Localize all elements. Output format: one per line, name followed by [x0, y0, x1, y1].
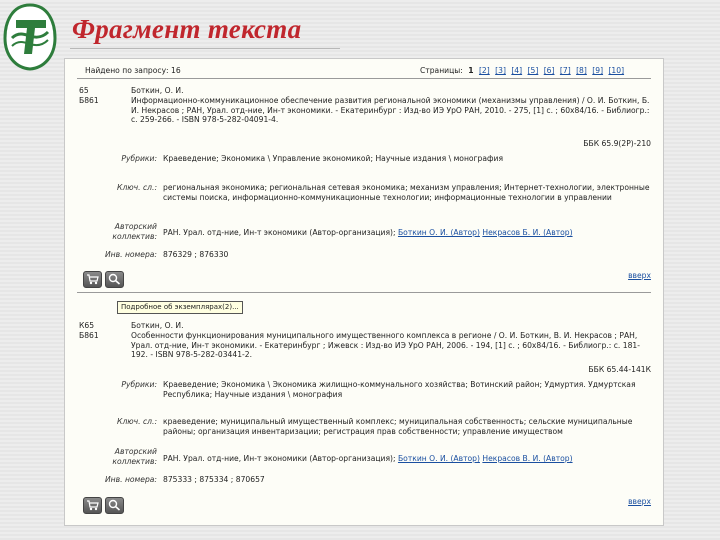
up-link[interactable]: вверх [628, 497, 651, 506]
basket-icon [86, 499, 99, 511]
collective-label-line1: Авторский [114, 447, 157, 456]
record-author-code: Б861 [79, 331, 99, 340]
page-link-10[interactable]: [10] [608, 66, 625, 75]
record-class-code: 65 [79, 86, 89, 95]
collective-org: РАН. Урал. отд-ние, Ин-т экономики (Автор-организация); [163, 454, 396, 463]
magnifier-icon [108, 499, 121, 511]
collective-label-line1: Авторский [114, 222, 157, 231]
record-author-code: Б861 [79, 96, 99, 105]
collective-label [79, 222, 157, 241]
keywords-label: Ключ. сл.: [117, 417, 157, 426]
keywords-value: региональная экономика; региональная сетевая экономика; механизм управления; Интернет-технологии, электронные системы поиска, информационно-коммуникационные технологии; информационные технологии в управлении [163, 183, 650, 202]
pages-label: Страницы: [420, 66, 463, 75]
up-link[interactable]: вверх [628, 271, 651, 280]
record-description: Информационно-коммуникационное обеспечение развития региональной экономики (механизмы управления) / О. И. Боткин, Б. И. Некрасов ; РАН, Урал. отд-ние, Ин-т экономики. - Екатеринбург : Изд-во ИЭ УрО РАН, 2010. - 275, [1] с. ; 60х84/16. - Библиогр.: с. 259-266. - ISBN 978-5-282-04091-4. [131, 96, 650, 125]
keywords-value: краеведение; муниципальный имущественный комплекс; муниципальная собственность; сельские муниципальные районы; организация инвентаризации; регистрация прав собственности; управление имуществом [163, 417, 633, 436]
collective-label-line2: коллектив: [112, 231, 157, 241]
page-link-8[interactable]: [8] [576, 66, 587, 75]
collective-value [163, 454, 653, 464]
pagination [417, 66, 624, 76]
page-link-6[interactable]: [6] [543, 66, 555, 75]
details-button[interactable] [105, 271, 124, 288]
record-bbk: ББК 65.9(2Р)-210 [583, 139, 651, 148]
title-divider [70, 48, 340, 49]
record-description: Особенности функционирования муниципального имущественного комплекса в регионе / О. И. Боткин, В. И. Некрасов ; РАН, Урал. отд-ние, Ин-т экономики. - Екатеринбург ; Ижевск : Изд-во ИЭ УрО РАН, 2006. - 194, [1] с. ; 60х84/16. - Библиогр.: с. 181-192. - ISBN 978-5-282-03441-2. [131, 331, 640, 360]
collective-label-line2: коллектив: [112, 456, 157, 466]
collective-org: РАН. Урал. отд-ние, Ин-т экономики (Автор-организация); [163, 228, 396, 237]
author-link[interactable]: Боткин О. И. (Автор) [397, 454, 480, 463]
collective-label [79, 447, 157, 466]
catalog-screenshot [64, 58, 664, 526]
rubrics-value: Краеведение; Экономика \ Управление экономикой; Научные издания \ монография [163, 154, 504, 163]
author-link[interactable]: Некрасов В. И. (Автор) [482, 454, 573, 463]
page-link-7[interactable]: [7] [559, 66, 571, 75]
inventory-label: Инв. номера: [105, 475, 157, 484]
rubrics-value: Краеведение; Экономика \ Экономика жилищно-коммунального хозяйства; Вотинский район; Удмуртия. Удмуртская Республика; Научные издания \ монография [163, 380, 636, 399]
details-button[interactable] [105, 497, 124, 514]
basket-button[interactable] [83, 497, 102, 514]
page-link-4[interactable]: [4] [511, 66, 523, 75]
divider [77, 78, 651, 79]
author-link[interactable]: Некрасов Б. И. (Автор) [482, 228, 573, 237]
record-author: Боткин, О. И. [131, 86, 184, 95]
rubrics-label: Рубрики: [121, 154, 157, 163]
page-link-3[interactable]: [3] [495, 66, 506, 75]
keywords-label: Ключ. сл.: [117, 183, 157, 192]
record-class-code: К65 [79, 321, 95, 330]
page-current: 1 [468, 66, 474, 75]
page-link-5[interactable]: [5] [527, 66, 539, 75]
inventory-label: Инв. номера: [105, 250, 157, 259]
logo [2, 2, 58, 72]
found-count: Найдено по запросу: 16 [85, 66, 181, 75]
slide-title: Фрагмент текста [72, 14, 302, 44]
collective-value [163, 228, 653, 238]
tooltip: Подробное об экземплярах(2)... [117, 301, 243, 314]
rubrics-label: Рубрики: [121, 380, 157, 389]
divider [77, 292, 651, 293]
record-bbk: ББК 65.44-141К [588, 365, 651, 374]
inventory-value: 876329 ; 876330 [163, 250, 229, 259]
page-link-9[interactable]: [9] [592, 66, 604, 75]
inventory-value: 875333 ; 875334 ; 870657 [163, 475, 265, 484]
basket-icon [86, 273, 99, 285]
page-link-2[interactable]: [2] [478, 66, 490, 75]
magnifier-icon [108, 273, 121, 285]
author-link[interactable]: Боткин О. И. (Автор) [397, 228, 480, 237]
record-author: Боткин, О. И. [131, 321, 184, 330]
basket-button[interactable] [83, 271, 102, 288]
